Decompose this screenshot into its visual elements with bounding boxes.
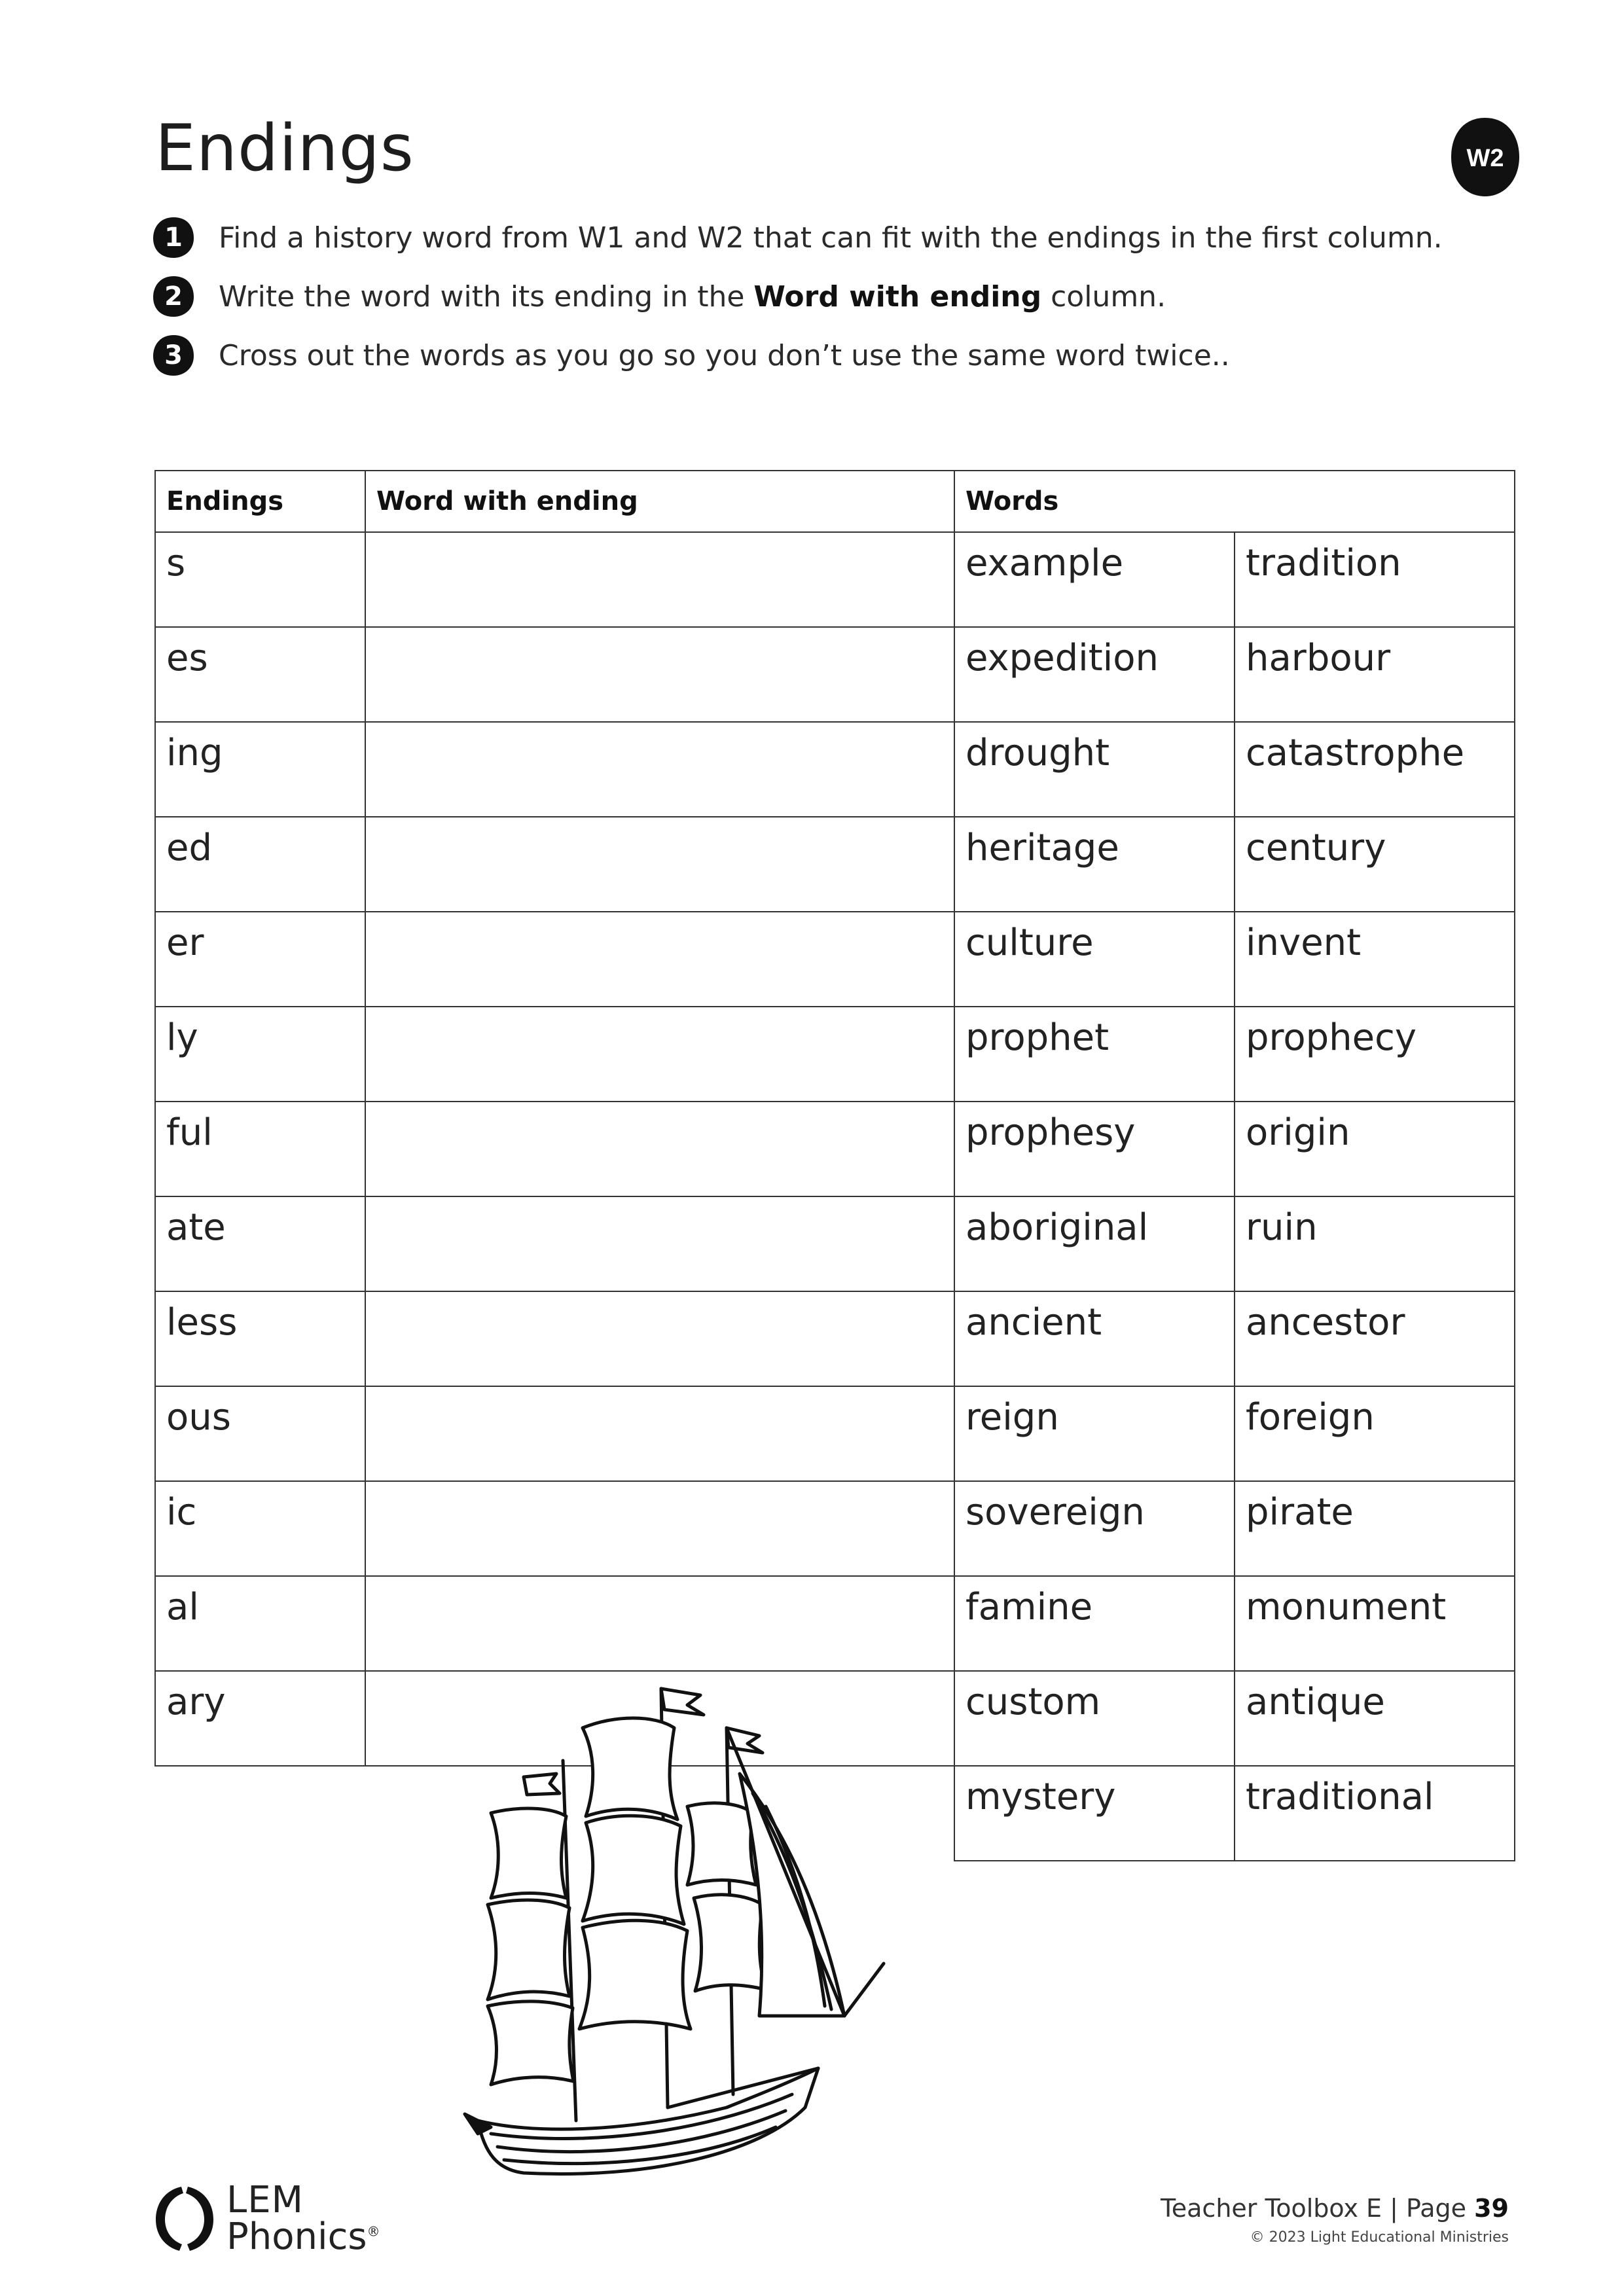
empty-cell [155, 1766, 365, 1861]
instruction-text-2: Write the word with its ending in the Word with ending column. [219, 279, 1166, 314]
word-cell: example [954, 532, 1235, 627]
instruction-text-1: Find a history word from W1 and W2 that can fit with the endings in the first column. [219, 221, 1443, 255]
lem-phonics-logo [152, 2179, 388, 2258]
word-cell: expedition [954, 627, 1235, 722]
word-with-ending-input[interactable] [365, 532, 954, 627]
word-cell: ruin [1235, 1196, 1515, 1291]
ending-cell: ary [155, 1671, 365, 1766]
word-cell: custom [954, 1671, 1235, 1766]
ending-cell: ic [155, 1481, 365, 1576]
ending-cell: ed [155, 817, 365, 912]
logo-line-2: Phonics® [226, 2215, 380, 2258]
table-row [155, 1007, 1515, 1102]
word-cell: origin [1235, 1102, 1515, 1196]
word-cell: heritage [954, 817, 1235, 912]
instruction-text-3: Cross out the words as you go so you don’t use the same word twice.. [219, 338, 1230, 372]
word-with-ending-input[interactable] [365, 912, 954, 1007]
table-row [155, 1576, 1515, 1671]
word-with-ending-input[interactable] [365, 1386, 954, 1481]
table-row [155, 1291, 1515, 1386]
word-with-ending-input[interactable] [365, 1196, 954, 1291]
lem-logo-mark-icon [152, 2183, 217, 2255]
ending-cell: es [155, 627, 365, 722]
word-cell: tradition [1235, 532, 1515, 627]
header-endings: Endings [155, 471, 365, 532]
step-number-2: 2 [152, 275, 195, 318]
table-row [155, 1102, 1515, 1196]
ending-cell: ing [155, 722, 365, 817]
table-row [155, 1386, 1515, 1481]
badge-label: W2 [1466, 145, 1504, 172]
sailing-ship-icon [452, 1676, 897, 2199]
page-title: Endings [155, 111, 414, 186]
word-cell: aboriginal [954, 1196, 1235, 1291]
word-cell: sovereign [954, 1481, 1235, 1576]
word-cell: catastrophe [1235, 722, 1515, 817]
word-with-ending-input[interactable] [365, 1576, 954, 1671]
instruction-2 [152, 274, 1166, 319]
word-cell: foreign [1235, 1386, 1515, 1481]
ending-cell: al [155, 1576, 365, 1671]
ending-cell: ful [155, 1102, 365, 1196]
word-cell: harbour [1235, 627, 1515, 722]
word-cell: reign [954, 1386, 1235, 1481]
ending-cell: s [155, 532, 365, 627]
page-footer [1161, 2194, 1509, 2246]
word-cell: century [1235, 817, 1515, 912]
word-cell: pirate [1235, 1481, 1515, 1576]
table-row [155, 627, 1515, 722]
word-cell: prophesy [954, 1102, 1235, 1196]
word-cell: invent [1235, 912, 1515, 1007]
table-row [155, 817, 1515, 912]
badge-shape-icon [1450, 117, 1521, 198]
word-cell: famine [954, 1576, 1235, 1671]
table-row [155, 912, 1515, 1007]
word-cell: monument [1235, 1576, 1515, 1671]
word-with-ending-input[interactable] [365, 1102, 954, 1196]
endings-table [154, 470, 1515, 1861]
ending-cell: er [155, 912, 365, 1007]
table-row [155, 532, 1515, 627]
table-header-row [155, 471, 1515, 532]
table-row [155, 722, 1515, 817]
word-cell: traditional [1235, 1766, 1515, 1861]
instruction-3 [152, 332, 1230, 378]
word-with-ending-input[interactable] [365, 1291, 954, 1386]
header-words: Words [954, 471, 1515, 532]
header-word-with-ending: Word with ending [365, 471, 954, 532]
ending-cell: ous [155, 1386, 365, 1481]
instruction-1 [152, 215, 1443, 260]
step-number-3: 3 [152, 334, 195, 377]
word-cell: antique [1235, 1671, 1515, 1766]
ending-cell: ate [155, 1196, 365, 1291]
word-cell: ancient [954, 1291, 1235, 1386]
footer-copyright: © 2023 Light Educational Ministries [1250, 2229, 1509, 2246]
table-row [155, 1196, 1515, 1291]
word-cell: ancestor [1235, 1291, 1515, 1386]
word-with-ending-input[interactable] [365, 1481, 954, 1576]
table-row [155, 1481, 1515, 1576]
worksheet-badge [1450, 117, 1521, 198]
ending-cell: ly [155, 1007, 365, 1102]
word-with-ending-input[interactable] [365, 722, 954, 817]
word-cell: prophecy [1235, 1007, 1515, 1102]
ending-cell: less [155, 1291, 365, 1386]
word-with-ending-input[interactable] [365, 1007, 954, 1102]
word-cell: culture [954, 912, 1235, 1007]
word-cell: prophet [954, 1007, 1235, 1102]
step-number-1: 1 [152, 216, 195, 259]
word-with-ending-input[interactable] [365, 627, 954, 722]
word-cell: drought [954, 722, 1235, 817]
logo-line-1: LEM [226, 2179, 304, 2221]
word-cell: mystery [954, 1766, 1235, 1861]
footer-book-page: Teacher Toolbox E | Page 39 [1161, 2194, 1509, 2223]
word-with-ending-input[interactable] [365, 817, 954, 912]
